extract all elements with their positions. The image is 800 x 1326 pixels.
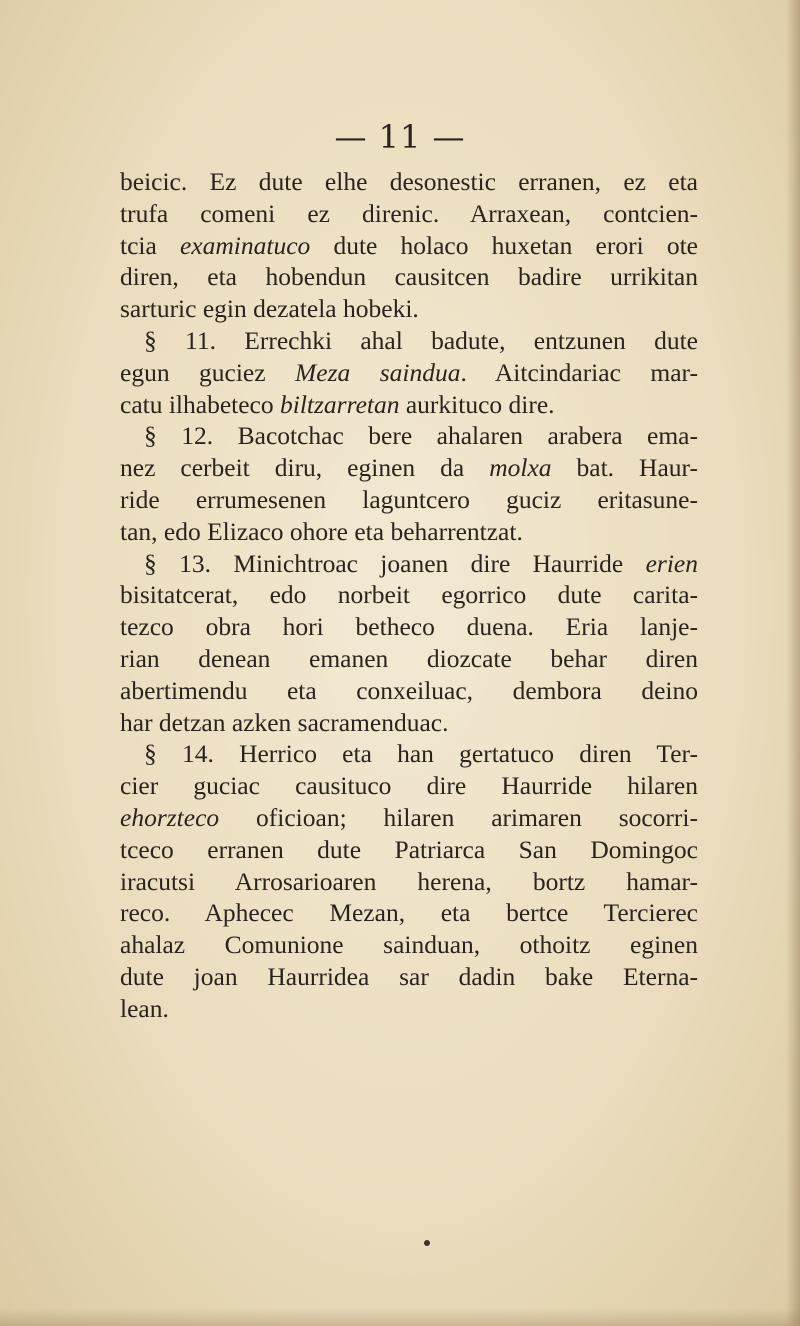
- page-edge-shadow: [786, 0, 800, 1326]
- text-line: [120, 166, 698, 198]
- text-segment: § 13. Minichtroac joanen dire Haurride: [144, 548, 646, 578]
- text-segment: oficioan; hilaren arimaren socorri-: [219, 802, 698, 832]
- text-line: [120, 389, 698, 421]
- text-segment: diren, eta hobendun causitcen badire urrikitan: [120, 262, 698, 292]
- text-segment: lean.: [120, 993, 169, 1023]
- page-number: — 11 —: [334, 118, 466, 156]
- text-line: [120, 452, 698, 484]
- text-line: [120, 420, 698, 452]
- text-segment: § 12. Bacotchac bere ahalaren arabera ema-: [144, 421, 698, 451]
- text-line: [120, 802, 698, 834]
- text-segment: beicic. Ez dute elhe desonestic erranen, ez eta: [120, 167, 698, 196]
- text-segment: cier guciac causituco dire Haurride hilaren: [120, 771, 698, 801]
- text-line: [120, 707, 698, 739]
- text-segment: bisitatcerat, edo norbeit egorrico dute carita-: [120, 580, 698, 610]
- text-line: [120, 579, 698, 611]
- text-segment: tceco erranen dute Patriarca San Domingoc: [120, 834, 698, 864]
- text-segment: reco. Aphecec Mezan, eta bertce Tercierec: [120, 898, 698, 928]
- ink-dot: [424, 1240, 430, 1246]
- italic-text: erien: [645, 548, 698, 578]
- page-bottom-edge: [0, 1308, 800, 1326]
- paragraph: [120, 420, 698, 547]
- text-line: [120, 866, 698, 898]
- text-segment: dute holaco huxetan erori ote: [310, 230, 698, 260]
- text-line: [120, 897, 698, 929]
- italic-text: Meza saindua: [295, 357, 461, 387]
- text-segment: sarturic egin dezatela hobeki.: [120, 294, 419, 324]
- text-line: [120, 484, 698, 516]
- text-segment: § 11. Errechki ahal badute, entzunen dute: [144, 325, 698, 355]
- text-segment: egun guciez: [120, 357, 296, 387]
- text-line: [120, 675, 698, 707]
- text-segment: abertimendu eta conxeiluac, dembora deino: [120, 675, 698, 705]
- body-text: [120, 166, 698, 1025]
- text-line: [120, 929, 698, 961]
- text-line: [120, 738, 698, 770]
- paragraph: [120, 548, 698, 739]
- text-segment: . Aitcindariac mar-: [460, 357, 698, 387]
- text-segment: ride errumesenen laguntcero guciz eritasune-: [120, 484, 698, 514]
- text-segment: ahalaz Comunione sainduan, othoitz eginen: [120, 930, 698, 960]
- text-segment: trufa comeni ez direnic. Arraxean, contcien-: [120, 198, 698, 228]
- text-segment: aurkituco dire.: [399, 389, 555, 419]
- text-line: [120, 230, 698, 262]
- italic-text: ehorzteco: [120, 802, 220, 832]
- paragraph: [120, 166, 698, 325]
- text-segment: catu ilhabeteco: [120, 389, 280, 419]
- text-line: [120, 611, 698, 643]
- text-line: [120, 993, 698, 1025]
- text-line: [120, 643, 698, 675]
- text-segment: bat. Haur-: [551, 453, 698, 483]
- text-line: [120, 834, 698, 866]
- text-segment: dute joan Haurridea sar dadin bake Eterna-: [120, 961, 698, 991]
- text-line: [120, 516, 698, 548]
- text-segment: iracutsi Arrosarioaren herena, bortz hamar-: [120, 866, 698, 896]
- text-segment: nez cerbeit diru, eginen da: [120, 453, 490, 483]
- text-segment: tan, edo Elizaco ohore eta beharrentzat.: [120, 516, 523, 546]
- text-segment: tezco obra hori betheco duena. Eria lanje-: [120, 612, 698, 642]
- text-line: [120, 261, 698, 293]
- text-segment: rian denean emanen diozcate behar diren: [120, 643, 698, 673]
- text-line: [120, 198, 698, 230]
- text-line: [120, 548, 698, 580]
- italic-text: molxa: [489, 453, 552, 483]
- text-line: [120, 770, 698, 802]
- italic-text: examinatuco: [179, 230, 311, 260]
- paragraph: [120, 325, 698, 420]
- text-segment: har detzan azken sacramenduac.: [120, 707, 449, 737]
- paragraph: [120, 738, 698, 1024]
- italic-text: biltzarretan: [280, 389, 400, 419]
- text-line: [120, 961, 698, 993]
- text-segment: § 14. Herrico eta han gertatuco diren Ter-: [144, 739, 698, 769]
- text-line: [120, 357, 698, 389]
- text-line: [120, 293, 698, 325]
- text-line: [120, 325, 698, 357]
- text-segment: tcia: [120, 230, 180, 260]
